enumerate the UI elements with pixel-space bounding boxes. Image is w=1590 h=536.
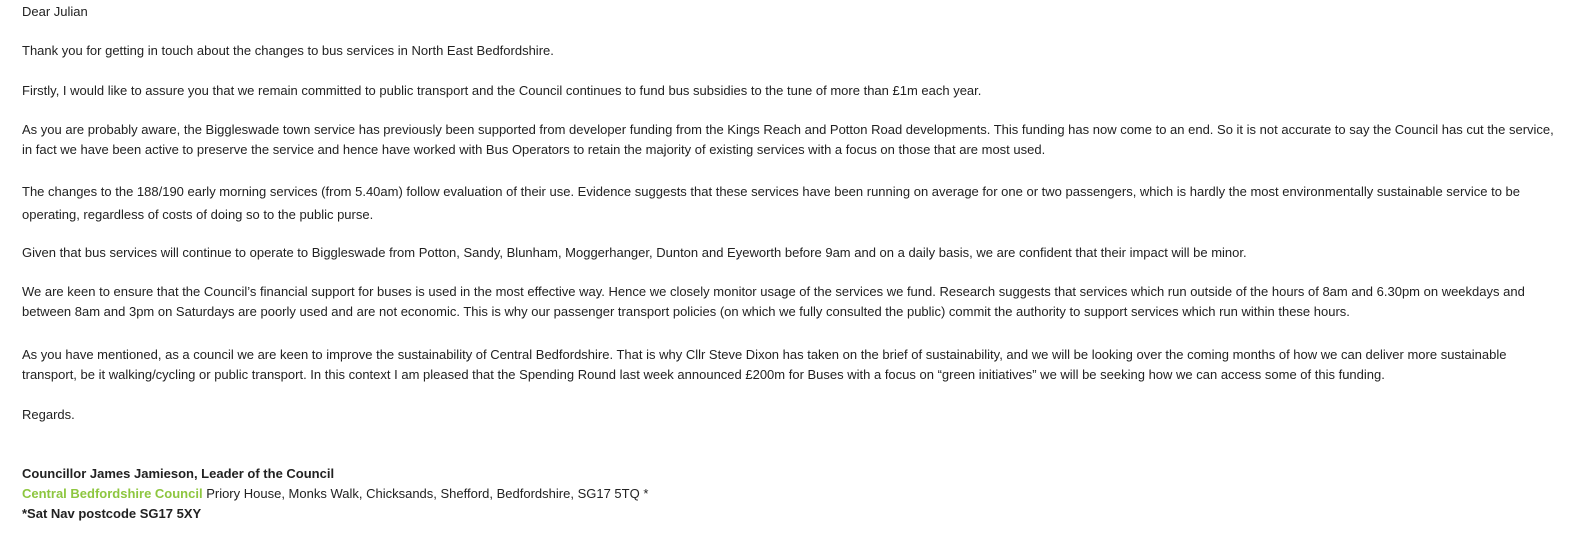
paragraph-6: We are keen to ensure that the Council’s financial support for buses is used in the most effective way. Hence we closely monitor usage of the services we fund. Research suggests that services which run outside of the hours of 8am and 6.30pm on weekdays and between 8am and 3pm on Saturdays are poorly used and are not economic. This is why our passenger transport policies (on which we fully consulted the public) commit the authority to support services which run within these hours. — [22, 284, 1525, 319]
paragraph-7: As you have mentioned, as a council we are keen to improve the sustainability of Central Bedfordshire. That is why Cllr Steve Dixon has taken on the brief of sustainability, and we will be looking over the coming months of how we can deliver more sustainable transport, be it walking/cycling or public transport. In this context I am pleased that the Spending Round last week announced £200m for Buses with a focus on “green initiatives” we will be seeking how we can access some of this funding. — [22, 347, 1507, 382]
paragraph-3: As you are probably aware, the Biggleswade town service has previously been supported from developer funding from the Kings Reach and Potton Road developments. This funding has now come to an end. So it is not accurate to say the Council has cut the service, in fact we have been active to preserve the service and hence have worked with Bus Operators to retain the majority of existing services with a focus on those that are most used. — [22, 122, 1554, 157]
closing: Regards. — [22, 407, 75, 422]
salutation: Dear Julian — [22, 4, 88, 19]
organisation-address: Priory House, Monks Walk, Chicksands, Shefford, Bedfordshire, SG17 5TQ * — [202, 486, 649, 501]
paragraph-4: The changes to the 188/190 early morning services (from 5.40am) follow evaluation of their use. Evidence suggests that these services have been running on average for one or two passengers, which is hardly the most environmentally sustainable service to be operating, regardless of costs of doing so to the public purse. — [22, 184, 1520, 222]
organisation-name: Central Bedfordshire Council — [22, 486, 203, 501]
paragraph-2: Firstly, I would like to assure you that we remain committed to public transport and the Council continues to fund bus subsidies to the tune of more than £1m each year. — [22, 83, 982, 98]
paragraph-1: Thank you for getting in touch about the changes to bus services in North East Bedfordshire. — [22, 43, 554, 58]
signature-name: Councillor James Jamieson, Leader of the Council — [22, 466, 335, 481]
satnav-postcode: *Sat Nav postcode SG17 5XY — [22, 506, 202, 521]
signature-address-line — [22, 486, 648, 502]
paragraph-5: Given that bus services will continue to operate to Biggleswade from Potton, Sandy, Blunham, Moggerhanger, Dunton and Eyeworth before 9am and on a daily basis, we are confident that their impact will be minor. — [22, 245, 1247, 260]
